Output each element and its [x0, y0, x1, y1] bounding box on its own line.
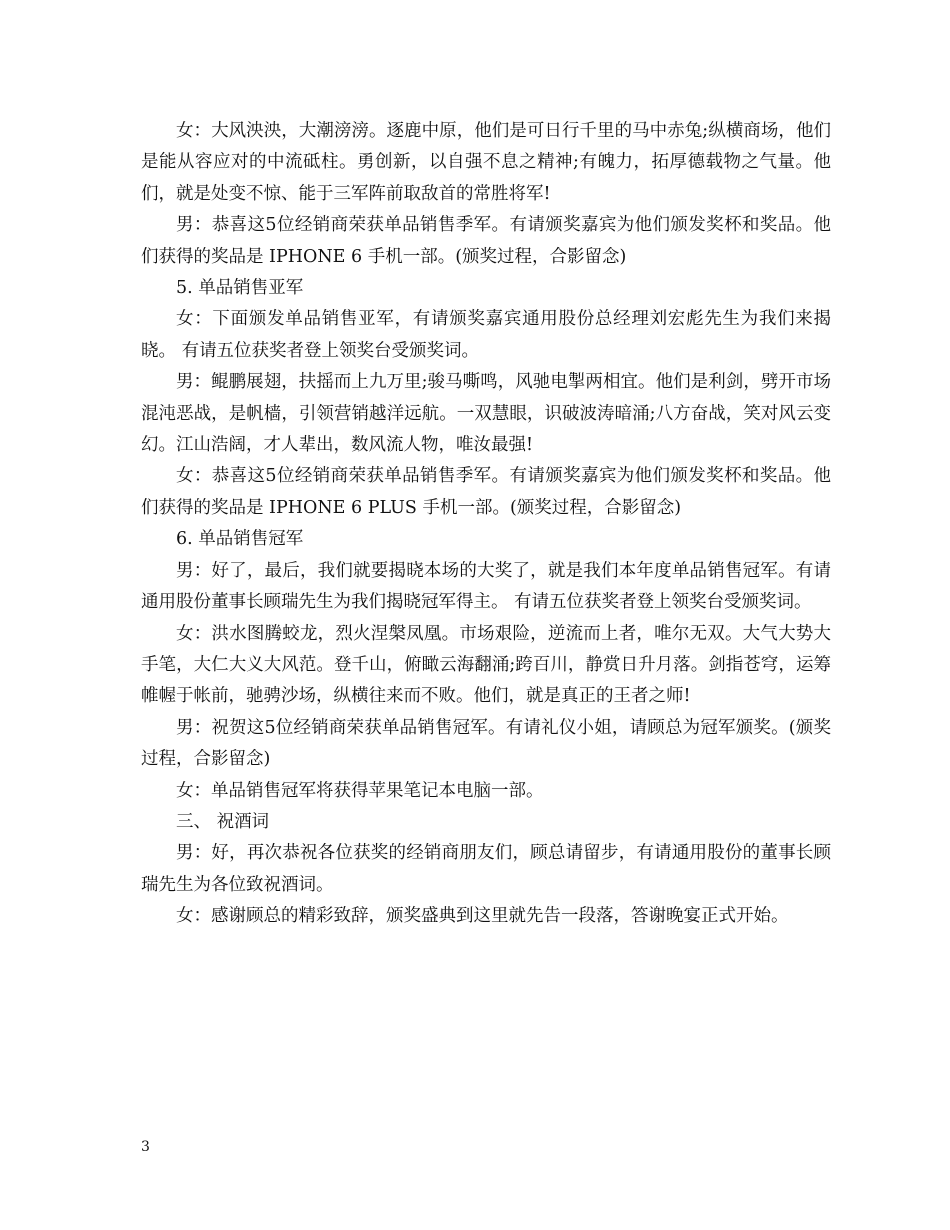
- paragraph-female-champion-intro: 女：大风泱泱，大潮滂滂。逐鹿中原，他们是可日行千里的马中赤兔;纵横商场，他们是能从容应对的中流砥柱。勇创新，以自强不息之精神;有魄力，拓厚德载物之气量。他们，就是处变不惊、能于三军阵前取敌首的常胜将军!: [141, 121, 831, 204]
- paragraph-champion-announcement: 男：好了，最后，我们就要揭晓本场的大奖了，就是我们本年度单品销售冠军。有请通用股份董事长顾瑞先生为我们揭晓冠军得主。 有请五位获奖者登上领奖台受颁奖词。: [141, 560, 831, 613]
- paragraph-runner-up-award: 女：恭喜这5位经销商荣获单品销售季军。有请颁奖嘉宾为他们颁发奖杯和奖品。他们获得的奖品是 IPHONE 6 PLUS 手机一部。(颁奖过程，合影留念): [141, 466, 831, 518]
- section-heading-toast: 三、 祝酒词: [176, 811, 270, 832]
- paragraph-champion-prize: 女：单品销售冠军将获得苹果笔记本电脑一部。: [176, 780, 544, 801]
- paragraph-toast-invitation: 男：好，再次恭祝各位获奖的经销商朋友们，顾总请留步，有请通用股份的董事长顾瑞先生为各位致祝酒词。: [141, 843, 831, 895]
- paragraph-champion-award: 男：祝贺这5位经销商荣获单品销售冠军。有请礼仪小姐，请顾总为冠军颁奖。(颁奖过程，合影留念): [141, 717, 831, 770]
- paragraph-runner-up-announcement: 女：下面颁发单品销售亚军，有请颁奖嘉宾通用股份总经理刘宏彪先生为我们来揭晓。 有请五位获奖者登上领奖台受颁奖词。: [141, 309, 831, 361]
- section-heading-champion: 6. 单品销售冠军: [176, 529, 304, 550]
- paragraph-closing: 女：感谢顾总的精彩致辞，颁奖盛典到这里就先告一段落，答谢晚宴正式开始。: [176, 906, 789, 927]
- paragraph-runner-up-tribute: 男：鲲鹏展翅，扶摇而上九万里;骏马嘶鸣，风驰电掣两相宜。他们是利剑，劈开市场混沌恶战，是帆樯，引领营销越洋远航。一双慧眼，识破波涛暗涌;八方奋战，笑对风云变幻。江山浩阔，才人辈出，数风流人物，唯汝最强!: [141, 372, 831, 456]
- document-body: [141, 116, 831, 933]
- section-heading-runner-up: 5. 单品销售亚军: [176, 278, 304, 299]
- paragraph-third-place-award: 男：恭喜这5位经销商荣获单品销售季军。有请颁奖嘉宾为他们颁发奖杯和奖品。他们获得的奖品是 IPHONE 6 手机一部。(颁奖过程，合影留念): [141, 215, 831, 267]
- page-number: 3: [141, 1139, 150, 1155]
- paragraph-champion-tribute: 女：洪水图腾蛟龙，烈火涅槃凤凰。市场艰险，逆流而上者，唯尔无双。大气大势大手笔，大仁大义大风范。登千山，俯瞰云海翻涌;跨百川，静赏日升月落。剑指苍穹，运筹帷幄于帐前，驰骋沙场，纵横往来而不败。他们，就是真正的王者之师!: [141, 623, 831, 707]
